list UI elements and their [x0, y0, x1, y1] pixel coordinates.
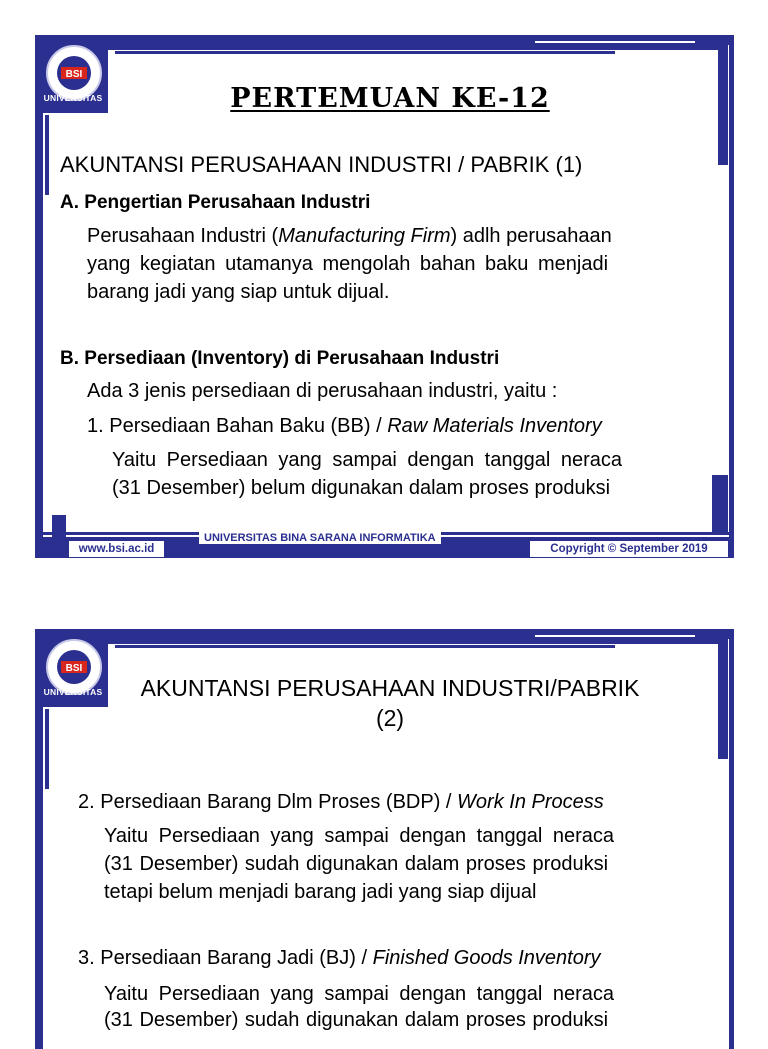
slide-title-line-1: AKUNTANSI PERUSAHAAN INDUSTRI/PABRIK [140, 675, 640, 701]
inventory-item-2-desc-2: (31 Desember) sudah digunakan dalam proses produksi [104, 853, 609, 875]
italic-term: Manufacturing Firm [278, 225, 451, 247]
inventory-item-1 [87, 415, 602, 438]
slide-subtitle: AKUNTANSI PERUSAHAAN INDUSTRI / PABRIK (1) [60, 152, 583, 177]
slide-2 [35, 629, 734, 1049]
inventory-item-3-desc-2: (31 Desember) sudah digunakan dalam proses produksi [104, 1009, 609, 1031]
italic-term: Work In Process [457, 791, 604, 813]
inventory-item-1-desc-1: Yaitu Persediaan yang sampai dengan tanggal neraca [112, 449, 622, 471]
slide-1 [35, 35, 734, 558]
section-b-intro: Ada 3 jenis persediaan di perusahaan industri, yaitu : [87, 380, 558, 402]
logo-caption: UNIVERSITAS [43, 93, 103, 103]
text-run: ) adlh perusahaan [450, 225, 612, 247]
section-b-heading: B. Persediaan (Inventory) di Perusahaan Industri [60, 348, 500, 369]
slide-title-line-2: (2) [375, 705, 405, 731]
italic-term: Finished Goods Inventory [372, 947, 601, 969]
section-a-line-1 [87, 225, 612, 248]
footer-url-link[interactable]: www.bsi.ac.id [68, 540, 165, 558]
section-a-heading: A. Pengertian Perusahaan Industri [60, 192, 371, 213]
text-run: Perusahaan Industri ( [87, 225, 279, 247]
inventory-item-3 [78, 947, 601, 970]
inventory-item-3-desc-1: Yaitu Persediaan yang sampai dengan tanggal neraca [104, 983, 614, 1005]
inventory-item-1-desc-2: (31 Desember) belum digunakan dalam proses produksi [112, 477, 611, 499]
inventory-item-2-desc-1: Yaitu Persediaan yang sampai dengan tanggal neraca [104, 825, 614, 847]
inventory-item-2-desc-3: tetapi belum menjadi barang jadi yang siap dijual [104, 881, 537, 903]
logo-caption: UNIVERSITAS [43, 687, 103, 697]
footer-university: UNIVERSITAS BINA SARANA INFORMATIKA [199, 532, 441, 544]
slide-title [95, 673, 685, 733]
inventory-item-2 [78, 791, 604, 814]
text-run: 3. Persediaan Barang Jadi (BJ) / [78, 947, 373, 969]
svg-text:BSI: BSI [65, 69, 83, 80]
page-title: PERTEMUAN KE-12 [230, 83, 550, 114]
text-run: 2. Persediaan Barang Dlm Proses (BDP) / [78, 791, 458, 813]
section-a-line-2: yang kegiatan utamanya mengolah bahan baku menjadi [87, 253, 609, 275]
text-run: 1. Persediaan Bahan Baku (BB) / [87, 415, 388, 437]
footer-copyright: Copyright © September 2019 [529, 540, 729, 558]
section-a-line-3: barang jadi yang siap untuk dijual. [87, 281, 390, 303]
svg-text:BSI: BSI [65, 663, 83, 674]
italic-term: Raw Materials Inventory [387, 415, 602, 437]
